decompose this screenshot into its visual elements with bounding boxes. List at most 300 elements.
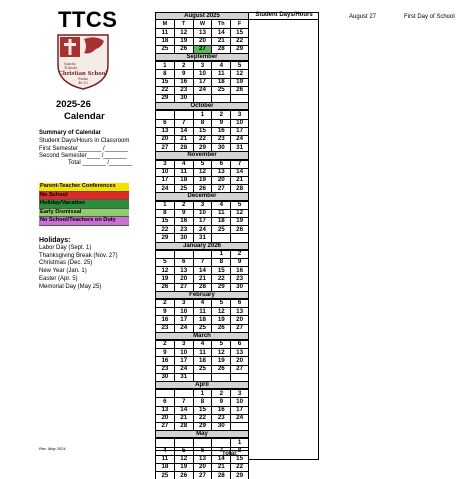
calendar-day: 27 [193, 472, 212, 479]
weekday-label: W [193, 20, 212, 28]
calendar-day: 7 [174, 398, 193, 405]
calendar-day: 19 [155, 275, 174, 282]
week-row [155, 389, 249, 397]
calendar-day: 2 [211, 111, 230, 118]
calendar-day: 21 [230, 177, 249, 184]
week-row [155, 209, 249, 217]
calendar-day: 10 [174, 349, 193, 356]
calendar-day: 9 [211, 120, 230, 127]
week-row [155, 365, 249, 373]
calendar-day: 23 [174, 87, 193, 94]
calendar-day: 29 [211, 284, 230, 291]
calendar-day: 8 [230, 448, 249, 455]
calendar-day: 27 [193, 46, 212, 53]
calendar-day [211, 374, 230, 381]
calendar-day: 16 [211, 407, 230, 414]
week-row [155, 422, 249, 430]
holiday-item: Memorial Day (May 25) [39, 283, 102, 290]
calendar-day: 11 [155, 456, 174, 463]
calendar-day: 16 [155, 357, 174, 364]
svg-text:Santa: Santa [64, 61, 76, 66]
calendar-day: 22 [193, 415, 212, 422]
calendar-day: 20 [230, 316, 249, 323]
calendar-day: 20 [174, 275, 193, 282]
calendar-day [211, 234, 230, 241]
calendar-day: 6 [230, 300, 249, 307]
calendar-day: 19 [174, 38, 193, 45]
calendar-day: 3 [193, 202, 212, 209]
calendar-day: 26 [211, 366, 230, 373]
calendar-day: 10 [230, 120, 249, 127]
calendar-day: 30 [211, 144, 230, 151]
calendar-day: 23 [230, 275, 249, 282]
school-name: TTCS [58, 7, 118, 32]
month-header: April [155, 381, 249, 389]
calendar-day: 3 [155, 161, 174, 168]
calendar-day: 9 [174, 70, 193, 77]
calendar-day: 8 [193, 398, 212, 405]
calendar-day: 14 [211, 456, 230, 463]
week-row [155, 143, 249, 151]
week-row [155, 127, 249, 135]
calendar-day: 25 [174, 185, 193, 192]
week-row [155, 176, 249, 184]
calendar-day: 7 [174, 120, 193, 127]
calendar-day: 29 [155, 234, 174, 241]
month-header: February [155, 291, 249, 299]
revision-note: Rev. May 2024 [39, 446, 66, 451]
week-row [155, 397, 249, 405]
week-row [155, 160, 249, 168]
calendar-day [211, 95, 230, 102]
calendar-day: 22 [230, 464, 249, 471]
calendar-day: 12 [230, 70, 249, 77]
calendar-day: 30 [230, 284, 249, 291]
calendar-day: 24 [193, 226, 212, 233]
calendar-day: 17 [193, 218, 212, 225]
total-line: Total _______ /_______ [68, 160, 133, 166]
calendar-day [174, 251, 193, 258]
weekday-header-row [155, 20, 249, 28]
calendar-day [155, 251, 174, 258]
calendar-day: 2 [230, 251, 249, 258]
calendar-day: 6 [211, 161, 230, 168]
week-row [155, 78, 249, 86]
calendar-day: 13 [155, 407, 174, 414]
calendar-day: 17 [230, 128, 249, 135]
calendar-day: 13 [211, 169, 230, 176]
calendar-day: 6 [155, 120, 174, 127]
calendar-day: 18 [174, 177, 193, 184]
week-row [155, 258, 249, 266]
calendar-day: 8 [155, 70, 174, 77]
calendar-day: 16 [174, 218, 193, 225]
calendar-day: 20 [155, 415, 174, 422]
calendar-day: 20 [211, 177, 230, 184]
calendar-day: 14 [174, 407, 193, 414]
holiday-item: Thanksgiving Break (Nov. 27) [39, 252, 118, 259]
calendar-day [174, 111, 193, 118]
week-row [155, 201, 249, 209]
calendar-day: 22 [155, 226, 174, 233]
calendar-day: 20 [193, 38, 212, 45]
calendar-day: 1 [155, 62, 174, 69]
calendar-day: 3 [193, 62, 212, 69]
calendar-day: 16 [155, 316, 174, 323]
calendar-day: 29 [193, 423, 212, 430]
calendar-day: 21 [174, 415, 193, 422]
calendar-day: 14 [211, 29, 230, 36]
calendar-day: 9 [211, 398, 230, 405]
calendar-day: 13 [230, 308, 249, 315]
legend-item: No School [39, 192, 129, 201]
calendar-day: 21 [211, 38, 230, 45]
calendar-day: 2 [211, 390, 230, 397]
week-row [155, 184, 249, 192]
calendar-day: 28 [230, 185, 249, 192]
calendar-day: 10 [193, 70, 212, 77]
calendar-day: 24 [174, 366, 193, 373]
holidays-list [39, 237, 118, 292]
calendar-day [193, 95, 212, 102]
calendar-day [193, 251, 212, 258]
week-row [155, 299, 249, 307]
calendar-day: 13 [155, 128, 174, 135]
month-header: March [155, 332, 249, 340]
calendar-day: 14 [193, 267, 212, 274]
calendar-day [155, 390, 174, 397]
calendar-day: 1 [193, 111, 212, 118]
calendar-day: 25 [211, 87, 230, 94]
week-row [155, 414, 249, 422]
calendar-day: 4 [174, 161, 193, 168]
calendar-day: 30 [174, 234, 193, 241]
calendar-day: 9 [155, 308, 174, 315]
week-row [155, 324, 249, 332]
calendar-day: 5 [211, 300, 230, 307]
calendar-day: 15 [211, 267, 230, 274]
week-row [155, 28, 249, 36]
calendar-day: 23 [211, 136, 230, 143]
calendar-day: 19 [193, 177, 212, 184]
calendar-day [230, 234, 249, 241]
calendar-day: 17 [155, 177, 174, 184]
calendar-day [155, 111, 174, 118]
calendar-day: 22 [230, 38, 249, 45]
calendar-day: 14 [174, 128, 193, 135]
calendar-total-label: Total: [222, 451, 238, 457]
calendar-day: 16 [211, 128, 230, 135]
week-row [155, 348, 249, 356]
month-header: December [155, 192, 249, 200]
summary-subtitle: Student Days/Hours in Classroom [39, 138, 130, 144]
calendar-day: 4 [211, 202, 230, 209]
calendar-day: 17 [230, 407, 249, 414]
calendar-day: 25 [193, 325, 212, 332]
svg-text:46:10: 46:10 [78, 81, 88, 85]
calendar-day: 3 [174, 300, 193, 307]
calendar-day: 15 [155, 218, 174, 225]
calendar-day: 10 [230, 398, 249, 405]
calendar-day [193, 374, 212, 381]
week-row [155, 110, 249, 118]
calendar-day: 16 [174, 79, 193, 86]
calendar-day: 29 [193, 144, 212, 151]
week-row [155, 86, 249, 94]
calendar-day: 12 [211, 349, 230, 356]
calendar-day: 23 [155, 325, 174, 332]
calendar-day: 9 [155, 349, 174, 356]
calendar-day: 12 [155, 267, 174, 274]
legend [39, 183, 129, 226]
calendar-day: 6 [155, 398, 174, 405]
legend-item: No School/Teachers on Duty [39, 217, 129, 226]
calendar-day: 18 [155, 464, 174, 471]
calendar-day: 6 [193, 448, 212, 455]
week-row [155, 266, 249, 274]
calendar-day: 27 [155, 423, 174, 430]
calendar-day: 30 [211, 423, 230, 430]
calendar-day: 30 [174, 95, 193, 102]
calendar-day: 27 [155, 144, 174, 151]
calendar-day: 3 [174, 341, 193, 348]
calendar-day: 15 [193, 407, 212, 414]
calendar-day: 26 [174, 472, 193, 479]
calendar-day [174, 390, 193, 397]
calendar-day: 1 [230, 439, 249, 446]
svg-text:Christian School: Christian School [58, 71, 108, 77]
week-row [155, 69, 249, 77]
student-days-header: Student Days/Hours [249, 12, 319, 20]
calendar-day: 24 [230, 415, 249, 422]
calendar-day: 26 [230, 87, 249, 94]
calendar-day: 22 [193, 136, 212, 143]
calendar-day: 8 [193, 120, 212, 127]
calendar-day: 18 [193, 316, 212, 323]
calendar-day: 25 [155, 472, 174, 479]
month-header: August 2025 [155, 12, 249, 20]
week-row [155, 168, 249, 176]
calendar-day: 15 [193, 128, 212, 135]
week-row [155, 61, 249, 69]
month-header: November [155, 151, 249, 159]
calendar-day: 21 [211, 464, 230, 471]
calendar-day [230, 374, 249, 381]
calendar-day: 16 [230, 267, 249, 274]
week-row [155, 356, 249, 364]
calendar-day: 26 [174, 46, 193, 53]
calendar-day: 5 [230, 62, 249, 69]
calendar-day: 1 [211, 251, 230, 258]
calendar-day: 21 [174, 136, 193, 143]
calendar-day: 29 [230, 472, 249, 479]
calendar-day: 18 [193, 357, 212, 364]
week-row [155, 217, 249, 225]
calendar-day: 13 [230, 349, 249, 356]
calendar-day: 29 [230, 46, 249, 53]
calendar-day: 22 [155, 87, 174, 94]
calendar-day: 19 [211, 316, 230, 323]
calendar-day: 26 [155, 284, 174, 291]
weekday-label: T [174, 20, 193, 28]
weekday-label: M [155, 20, 174, 28]
calendar-day: 12 [174, 456, 193, 463]
calendar-day: 20 [155, 136, 174, 143]
calendar-day: 21 [193, 275, 212, 282]
calendar-day: 4 [211, 62, 230, 69]
calendar-day: 4 [193, 341, 212, 348]
week-row [155, 225, 249, 233]
week-row [155, 135, 249, 143]
calendar-day: 11 [193, 349, 212, 356]
calendar-day: 13 [193, 456, 212, 463]
week-row [155, 119, 249, 127]
calendar-day [211, 439, 230, 446]
svg-text:Psalm: Psalm [78, 77, 88, 81]
calendar-day: 27 [211, 185, 230, 192]
calendar-day: 10 [174, 308, 193, 315]
calendar-day: 19 [230, 218, 249, 225]
calendar-day: 11 [155, 29, 174, 36]
student-days-column [249, 12, 319, 460]
calendar-day: 12 [174, 29, 193, 36]
calendar-day: 2 [174, 62, 193, 69]
calendar-day: 15 [155, 79, 174, 86]
calendar-day: 23 [211, 415, 230, 422]
summary-title: Summary of Calendar [39, 130, 102, 136]
calendar-day: 24 [193, 87, 212, 94]
calendar-day: 13 [174, 267, 193, 274]
calendar-day: 28 [193, 284, 212, 291]
holiday-item: Labor Day (Sept. 1) [39, 244, 92, 251]
calendar-day: 17 [193, 79, 212, 86]
calendar-day: 25 [193, 366, 212, 373]
legend-item: Parent-Teacher Conferences [39, 183, 129, 192]
calendar-day: 5 [174, 448, 193, 455]
calendar-day [174, 439, 193, 446]
calendar-day: 10 [193, 210, 212, 217]
holiday-item: Easter (Apr. 5) [39, 275, 78, 282]
month-header: September [155, 53, 249, 61]
school-logo [44, 31, 122, 91]
calendar-day: 5 [230, 202, 249, 209]
calendar-day: 7 [211, 448, 230, 455]
calendar-day: 18 [211, 218, 230, 225]
calendar-day: 5 [155, 259, 174, 266]
calendar-day: 2 [155, 300, 174, 307]
week-row [155, 45, 249, 53]
calendar-day: 7 [193, 259, 212, 266]
calendar-day: 1 [193, 390, 212, 397]
calendar-day: 3 [230, 111, 249, 118]
calendar-day: 19 [174, 464, 193, 471]
calendar-day: 11 [211, 210, 230, 217]
calendar-day [193, 439, 212, 446]
calendar-day: 20 [193, 464, 212, 471]
calendar-day: 25 [211, 226, 230, 233]
holiday-item: Christmas (Dec. 25) [39, 260, 93, 267]
week-row [155, 274, 249, 282]
calendar-day: 13 [193, 29, 212, 36]
calendar-day: 15 [230, 456, 249, 463]
week-row [155, 438, 249, 446]
calendar-day: 28 [211, 472, 230, 479]
calendar-day: 12 [230, 210, 249, 217]
calendar-day: 8 [211, 259, 230, 266]
week-row [155, 406, 249, 414]
svg-text:Toledo: Toledo [64, 65, 78, 70]
calendar-day: 30 [155, 374, 174, 381]
calendar-year: 2025-26 [56, 99, 91, 110]
calendar-day: 2 [174, 202, 193, 209]
week-row [155, 340, 249, 348]
calendar-day: 4 [193, 300, 212, 307]
legend-item: Holiday/Vacation [39, 200, 129, 209]
calendar-day: 17 [174, 316, 193, 323]
event-name: First Day of School [404, 14, 455, 20]
calendar-day: 3 [230, 390, 249, 397]
calendar-day: 26 [211, 325, 230, 332]
second-semester-line: Second Semester____ /_______ [39, 153, 127, 159]
calendar-day [155, 439, 174, 446]
month-header: May [155, 430, 249, 438]
calendar-day: 9 [174, 210, 193, 217]
calendar-day: 26 [230, 226, 249, 233]
calendar-day: 19 [211, 357, 230, 364]
calendar-day: 6 [174, 259, 193, 266]
calendar-day: 20 [230, 357, 249, 364]
calendar-day: 2 [155, 341, 174, 348]
calendar-day [230, 423, 249, 430]
week-row [155, 283, 249, 291]
calendar-day: 18 [155, 38, 174, 45]
legend-item: Early Dismissal [39, 209, 129, 218]
calendar-day: 22 [211, 275, 230, 282]
calendar-day: 26 [193, 185, 212, 192]
holiday-item: New Year (Jan. 1) [39, 268, 87, 275]
month-header: October [155, 102, 249, 110]
calendar-day: 14 [230, 169, 249, 176]
calendar-day: 24 [174, 325, 193, 332]
week-row [155, 307, 249, 315]
week-row [155, 250, 249, 258]
first-semester-line: First Semester_______ /_______ [39, 146, 129, 152]
calendar-day: 11 [193, 308, 212, 315]
calendar-day: 27 [230, 325, 249, 332]
calendar-day: 10 [155, 169, 174, 176]
calendar-day: 18 [211, 79, 230, 86]
calendar-day: 4 [155, 448, 174, 455]
calendar-day: 15 [230, 29, 249, 36]
calendar-heading: Calendar [64, 111, 105, 122]
calendar-day: 11 [174, 169, 193, 176]
week-row [155, 37, 249, 45]
calendar-day: 9 [230, 259, 249, 266]
week-row [155, 471, 249, 479]
calendar-day: 17 [174, 357, 193, 364]
calendar-day: 11 [211, 70, 230, 77]
calendar-day: 28 [174, 144, 193, 151]
calendar-day: 1 [155, 202, 174, 209]
week-row [155, 94, 249, 102]
calendar-day: 23 [155, 366, 174, 373]
calendar-day: 27 [230, 366, 249, 373]
calendar-day: 31 [174, 374, 193, 381]
calendar-day: 7 [230, 161, 249, 168]
weekday-label: F [230, 20, 249, 28]
week-row [155, 463, 249, 471]
calendar-day: 25 [155, 46, 174, 53]
